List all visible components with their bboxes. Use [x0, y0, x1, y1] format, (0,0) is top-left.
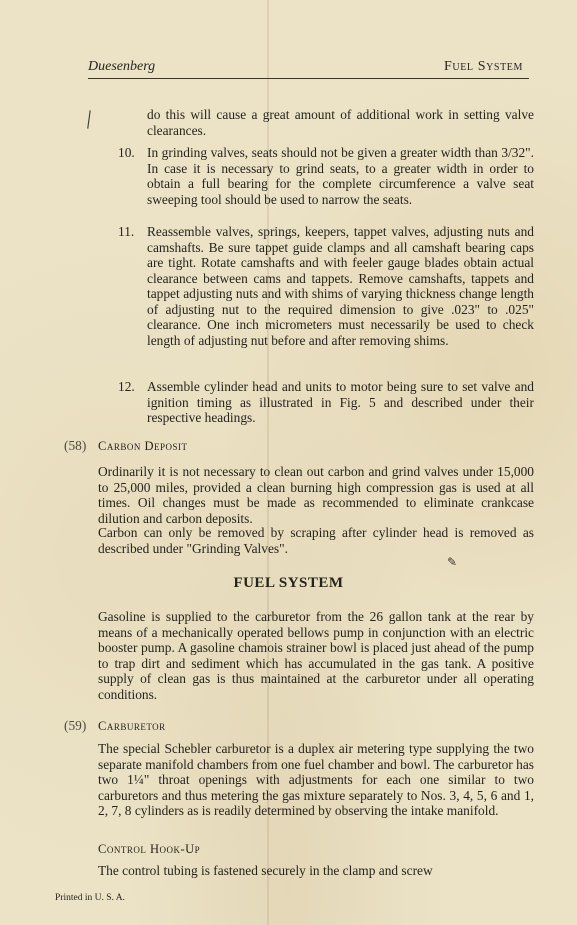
list-item-number: 10. — [118, 145, 135, 160]
pencil-mark-icon: ✎ — [447, 555, 458, 569]
section-paragraph: The special Schebler carburetor is a duplex air metering type supplying the two separate manifold chambers from one fuel chamber and bowl. The carburetor has two 1¼" throat openings with adjustments for each one similar to two carburetors and thus metering the gas mixture separately to Nos. 3, 4, 5, 6 and 1, 2, 7, 8 cylinders as is readily determined by observing the intake manifold. — [98, 741, 534, 818]
header-manufacturer: Duesenberg — [88, 59, 156, 74]
section-paragraph: Carbon can only be removed by scraping after cylinder head is removed as described under "Grinding Valves". — [98, 525, 534, 556]
list-item-text: Reassemble valves, springs, keepers, tappet valves, adjusting nuts and camshafts. Be sure tappet guide clamps and all camshaft bearing caps are tight. Rotate camshafts and with feeler gauge blades obtain actual clearance between cams and tappets. Remove camshafts, tappets and tappet adjusting nuts and with shims of varying thickness change length of adjusting nut to the required dimension to give .023" to .025" clearance. One inch micrometers must necessarily be used to check length of adjusting nut before and after removing shims. — [147, 224, 534, 348]
header-section-title: Fuel System — [443, 59, 523, 74]
list-item-number: 12. — [118, 379, 135, 394]
section-number: (59) — [64, 718, 87, 733]
pencil-check-mark-icon: ╲ — [80, 111, 96, 130]
list-item — [118, 224, 534, 374]
section-paragraph: Ordinarily it is not necessary to clean out carbon and grind valves under 15,000 to 25,000 miles, provided a clean burning high compression gas is used at all times. Oil changes must be made as recommended to eliminate crankcase dilution and carbon deposits. — [98, 464, 534, 526]
list-item-text: Assemble cylinder head and units to motor being sure to set valve and ignition timing as illustrated in Fig. 5 and described under their respective headings. — [147, 379, 534, 425]
section-heading: Carburetor — [98, 719, 166, 733]
list-item — [118, 379, 534, 425]
running-header — [88, 56, 529, 79]
section-paragraph: The control tubing is fastened securely in the clamp and screw — [98, 863, 433, 878]
page-footer: Printed in U. S. A. — [55, 893, 125, 903]
chapter-title: FUEL SYSTEM — [233, 575, 344, 591]
list-item-text: In grinding valves, seats should not be given a greater width than 3/32". In case it is necessary to grind seats, to a greater width in order to obtain a full bearing for the complete circumference a valve seat sweeping tool should be used to narrow the seats. — [147, 145, 534, 207]
list-item-number: 11. — [118, 224, 135, 239]
section-number: (58) — [64, 438, 87, 453]
section-heading: Carbon Deposit — [98, 439, 188, 453]
section-heading: Control Hook-Up — [98, 842, 201, 856]
list-item — [118, 145, 534, 222]
continuation-paragraph: do this will cause a great amount of additional work in setting valve clearances. — [147, 107, 534, 138]
section-paragraph: Gasoline is supplied to the carburetor from the 26 gallon tank at the rear by means of a mechanically operated bellows pump in conjunction with an electric booster pump. A gasoline chamois strainer bowl is placed just ahead of the pump to trap dirt and sediment which has accumulated in the gas tank. A positive supply of clean gas is thus maintained at the carburetor under all operating conditions. — [98, 609, 534, 702]
